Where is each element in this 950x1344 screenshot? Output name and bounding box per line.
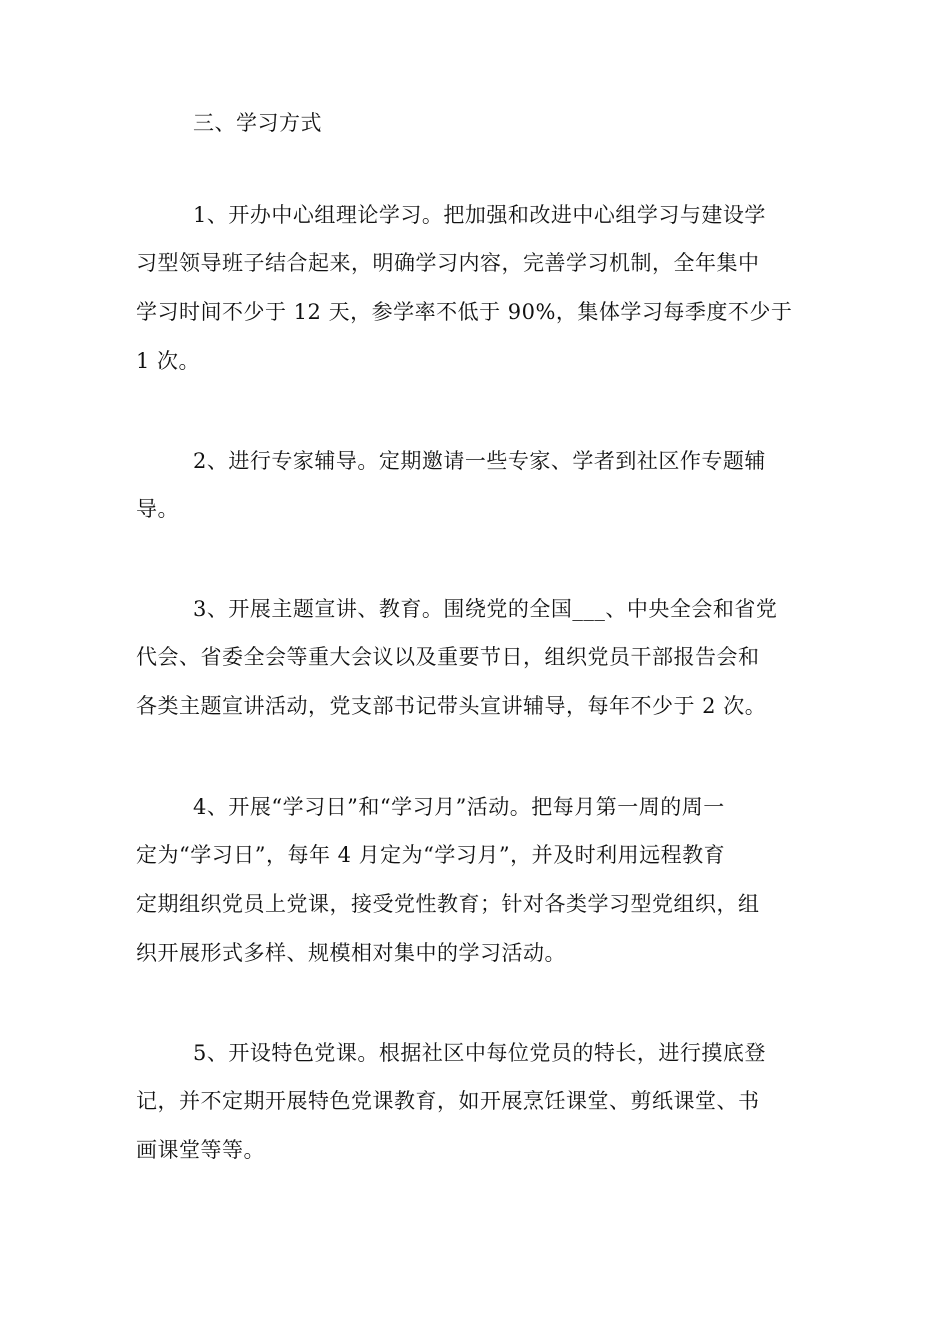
paragraph-line: 习型领导班子结合起来，明确学习内容，完善学习机制，全年集中 [136,251,760,275]
heading-line: 三、学习方式 [193,111,322,135]
paragraph-line: 记，并不定期开展特色党课教育，如开展烹饪课堂、剪纸课堂、书 [136,1089,760,1113]
paragraph-line: 画课堂等等。 [136,1138,265,1162]
paragraph-line: 4、开展“学习日”和“学习月”活动。把每月第一周的周一 [193,795,725,819]
paragraph-line: 定为“学习日”，每年 4 月定为“学习月”，并及时利用远程教育 [136,843,726,867]
paragraph-line: 5、开设特色党课。根据社区中每位党员的特长，进行摸底登 [193,1041,766,1065]
paragraph-line: 学习时间不少于 12 天，参学率不低于 90%，集体学习每季度不少于 [136,300,793,324]
paragraph-line: 1 次。 [136,349,201,373]
paragraph-line: 织开展形式多样、规模相对集中的学习活动。 [136,941,566,965]
paragraph-line: 各类主题宣讲活动，党支部书记带头宣讲辅导，每年不少于 2 次。 [136,694,767,718]
paragraph-line: 1、开办中心组理论学习。把加强和改进中心组学习与建设学 [193,203,766,227]
paragraph-line: 导。 [136,497,179,521]
paragraph-line: 2、进行专家辅导。定期邀请一些专家、学者到社区作专题辅 [193,449,766,473]
paragraph-line: 3、开展主题宣讲、教育。围绕党的全国___、中央全会和省党 [193,597,778,621]
paragraph-line: 代会、省委全会等重大会议以及重要节日，组织党员干部报告会和 [136,645,760,669]
paragraph-line: 定期组织党员上党课，接受党性教育；针对各类学习型党组织，组 [136,892,760,916]
